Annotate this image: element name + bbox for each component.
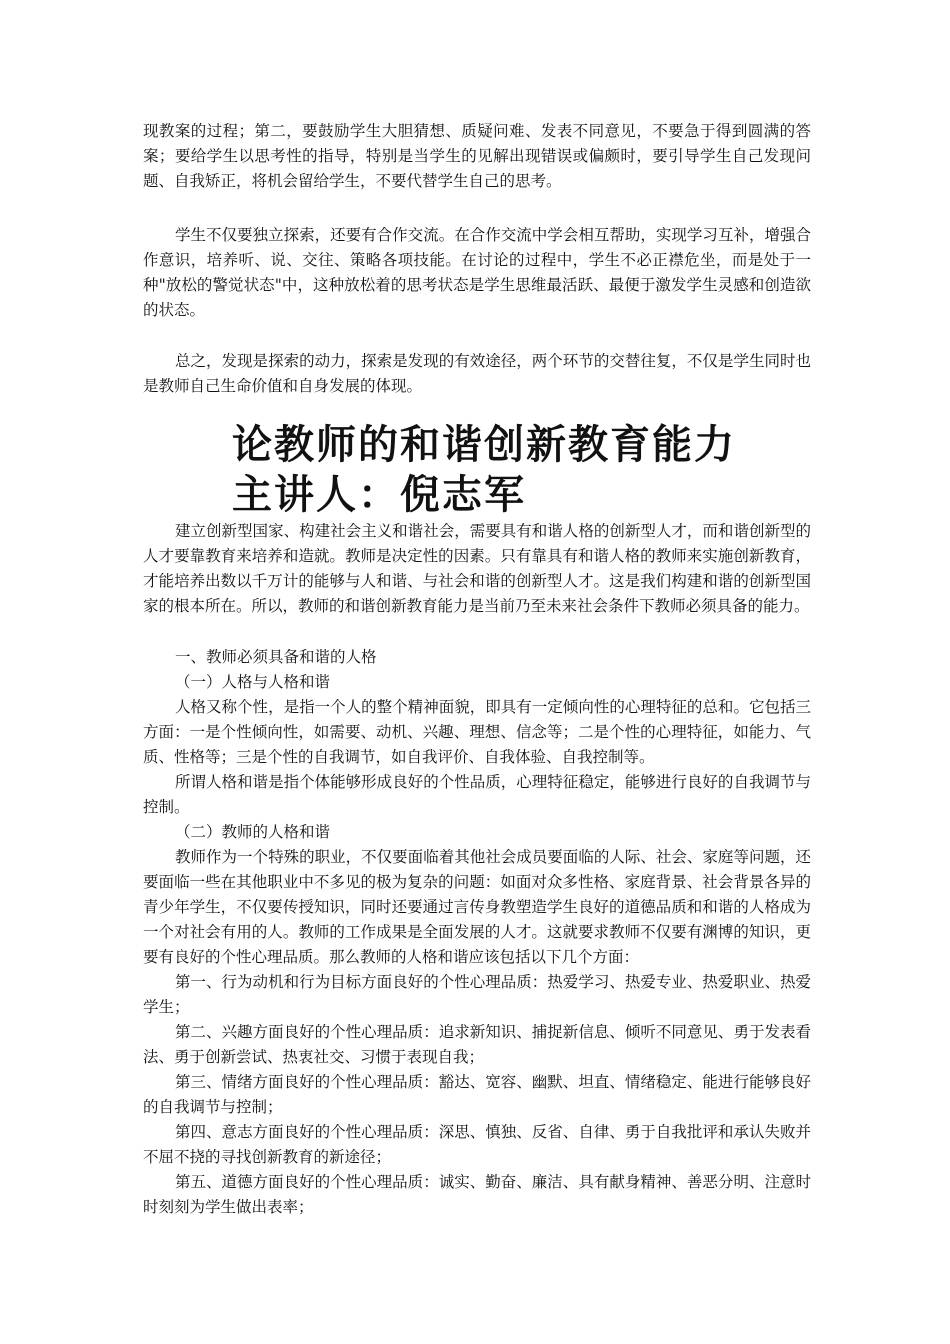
subsection-1-title: （一）人格与人格和谐 bbox=[175, 673, 331, 691]
subsection-1-paragraph-1: 人格又称个性，是指一个人的整个精神面貌，即具有一定倾向性的心理特征的总和。它包括三方面：一是个性倾向性，如需要、动机、兴趣、理想、信念等；二是个性的心理特征，如能力、气质、性格等；三是个性的自我调节，如自我评价、自我体验、自我控制等。 bbox=[143, 698, 811, 766]
article-title: 论教师的和谐创新教育能力 bbox=[232, 422, 736, 468]
subsection-1-paragraph-2: 所谓人格和谐是指个体能够形成良好的个性品质，心理特征稳定，能够进行良好的自我调节与控制。 bbox=[143, 773, 811, 816]
intro-paragraph-1: 现教案的过程；第二，要鼓励学生大胆猜想、质疑问难、发表不同意见，不要急于得到圆满的答案；要给学生以思考性的指导，特别是当学生的见解出现错误或偏颇时，要引导学生自己发现问题、自我矫正，将机会留给学生，不要代替学生自己的思考。 bbox=[143, 122, 811, 190]
subsection-2-title: （二）教师的人格和谐 bbox=[175, 823, 331, 841]
point-1: 第一、行为动机和行为目标方面良好的个性心理品质：热爱学习、热爱专业、热爱职业、热爱学生； bbox=[143, 973, 811, 1016]
article-speaker: 主讲人：倪志军 bbox=[232, 472, 526, 518]
intro-paragraph-2: 学生不仅要独立探索，还要有合作交流。在合作交流中学会相互帮助，实现学习互补，增强合作意识，培养听、说、交往、策略各项技能。在讨论的过程中，学生不必正襟危坐，而是处于一种"放松的警觉状态"中，这种放松着的思考状态是学生思维最活跃、最便于激发学生灵感和创造欲的状态。 bbox=[143, 226, 811, 319]
subsection-2-paragraph-1: 教师作为一个特殊的职业，不仅要面临着其他社会成员要面临的人际、社会、家庭等问题，还要面临一些在其他职业中不多见的极为复杂的问题：如面对众多性格、家庭背景、社会背景各异的青少年学生，不仅要传授知识，同时还要通过言传身教塑造学生良好的道德品质和和谐的人格成为一个对社会有用的人。教师的工作成果是全面发展的人才。这就要求教师不仅要有渊博的知识，更要有良好的个性心理品质。那么教师的人格和谐应该包括以下几个方面： bbox=[143, 848, 811, 966]
section-1-title: 一、教师必须具备和谐的人格 bbox=[175, 648, 377, 666]
opening-paragraph: 建立创新型国家、构建社会主义和谐社会，需要具有和谐人格的创新型人才，而和谐创新型的人才要靠教育来培养和造就。教师是决定性的因素。只有靠具有和谐人格的教师来实施创新教育，才能培养出数以千万计的能够与人和谐、与社会和谐的创新型人才。这是我们构建和谐的创新型国家的根本所在。所以，教师的和谐创新教育能力是当前乃至未来社会条件下教师必须具备的能力。 bbox=[143, 522, 811, 615]
point-4: 第四、意志方面良好的个性心理品质：深思、慎独、反省、自律、勇于自我批评和承认失败并不屈不挠的寻找创新教育的新途径； bbox=[143, 1123, 811, 1166]
point-5: 第五、道德方面良好的个性心理品质：诚实、勤奋、廉洁、具有献身精神、善恶分明、注意时时刻刻为学生做出表率； bbox=[143, 1173, 811, 1216]
point-3: 第三、情绪方面良好的个性心理品质：豁达、宽容、幽默、坦直、情绪稳定、能进行能够良好的自我调节与控制； bbox=[143, 1073, 811, 1116]
intro-paragraph-3: 总之，发现是探索的动力，探索是发现的有效途径，两个环节的交替往复，不仅是学生同时也是教师自己生命价值和自身发展的体现。 bbox=[143, 352, 811, 395]
point-2: 第二、兴趣方面良好的个性心理品质：追求新知识、捕捉新信息、倾听不同意见、勇于发表看法、勇于创新尝试、热衷社交、习惯于表现自我； bbox=[143, 1023, 811, 1066]
